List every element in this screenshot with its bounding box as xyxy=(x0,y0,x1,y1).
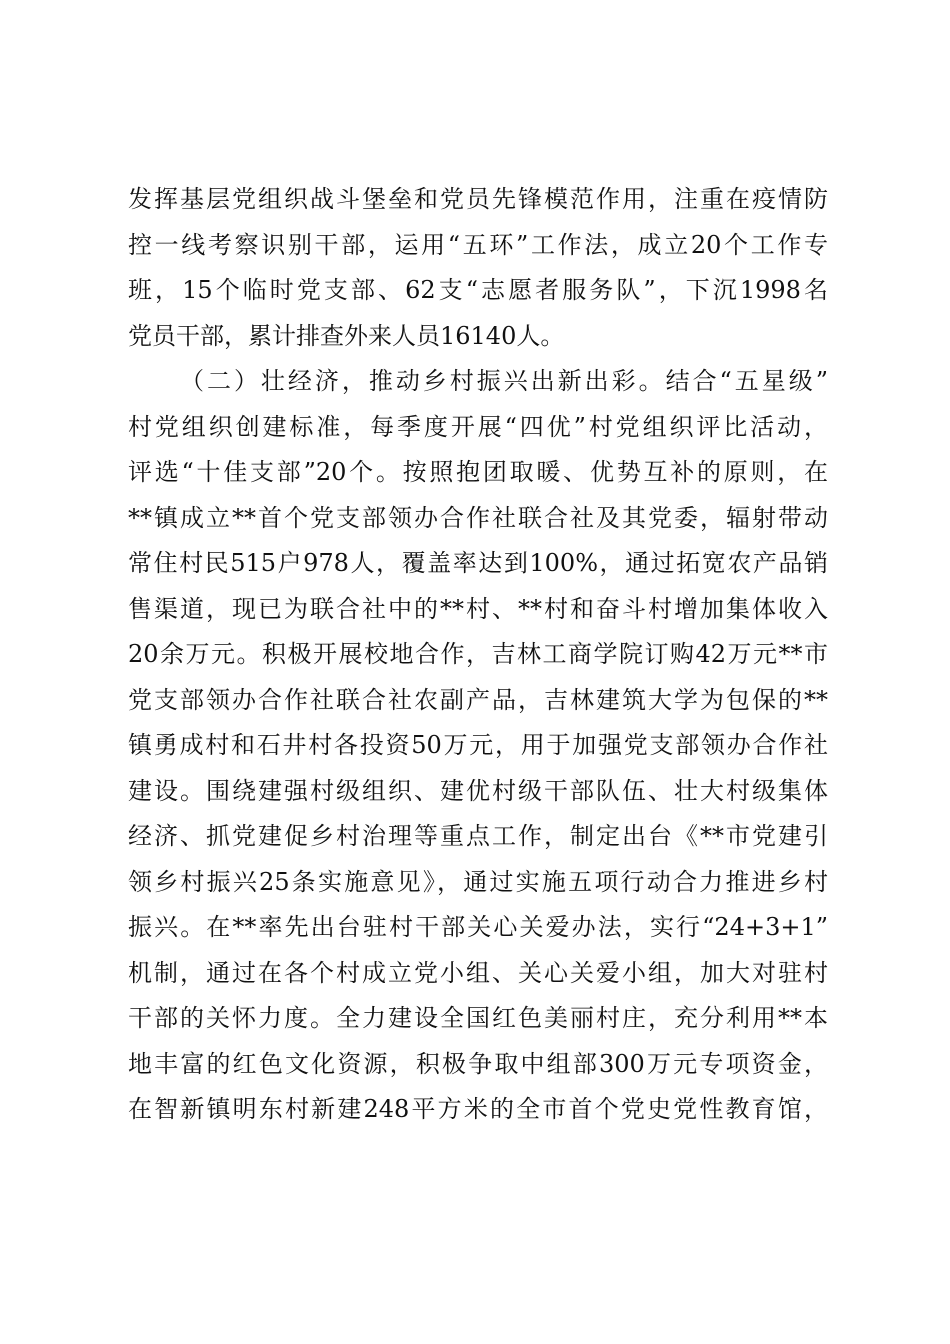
paragraph-line: 党支部领办合作社联合社农副产品，吉林建筑大学为包保的** xyxy=(128,685,828,714)
paragraph-line: 党员干部，累计排查外来人员16140人。 xyxy=(128,321,565,350)
section-heading-line: （二）壮经济，推动乡村振兴出新出彩。结合“五星级” xyxy=(180,367,828,395)
paragraph-line: 干部的关怀力度。全力建设全国红色美丽村庄，充分利用**本 xyxy=(128,1004,828,1032)
paragraph-line: 控一线考察识别干部，运用“五环”工作法，成立20个工作专 xyxy=(128,230,828,259)
paragraph-line: 售渠道，现已为联合社中的**村、**村和奋斗村增加集体收入 xyxy=(128,594,828,623)
paragraph-line: 班，15个临时党支部、62支“志愿者服务队”，下沉1998名 xyxy=(128,276,828,304)
paragraph-line: 评选“十佳支部”20个。按照抱团取暖、优势互补的原则，在 xyxy=(128,458,828,486)
paragraph-line: 村党组织创建标准，每季度开展“四优”村党组织评比活动， xyxy=(128,412,828,441)
paragraph-line: 振兴。在**率先出台驻村干部关心关爱办法，实行“24+3+1” xyxy=(128,913,828,941)
paragraph-line: 20余万元。积极开展校地合作，吉林工商学院订购42万元**市 xyxy=(128,640,828,668)
paragraph-line: 领乡村振兴25条实施意见》，通过实施五项行动合力推进乡村 xyxy=(128,867,828,896)
paragraph-1 xyxy=(128,177,828,359)
paragraph-line: 常住村民515户978人，覆盖率达到100%，通过拓宽农产品销 xyxy=(128,549,828,577)
paragraph-line: 地丰富的红色文化资源，积极争取中组部300万元专项资金， xyxy=(128,1049,828,1078)
paragraph-2 xyxy=(128,359,828,1133)
paragraph-line: 在智新镇明东村新建248平方米的全市首个党史党性教育馆， xyxy=(128,1095,828,1123)
paragraph-line: 经济、抓党建促乡村治理等重点工作，制定出台《**市党建引 xyxy=(128,822,828,850)
paragraph-line: 建设。围绕建强村级组织、建优村级干部队伍、壮大村级集体 xyxy=(128,776,828,805)
paragraph-line: **镇成立**首个党支部领办合作社联合社及其党委，辐射带动 xyxy=(128,503,828,532)
paragraph-line: 机制，通过在各个村成立党小组、关心关爱小组，加大对驻村 xyxy=(128,958,828,987)
paragraph-line: 发挥基层党组织战斗堡垒和党员先锋模范作用，注重在疫情防 xyxy=(128,185,828,213)
paragraph-line: 镇勇成村和石井村各投资50万元，用于加强党支部领办合作社 xyxy=(128,731,828,759)
